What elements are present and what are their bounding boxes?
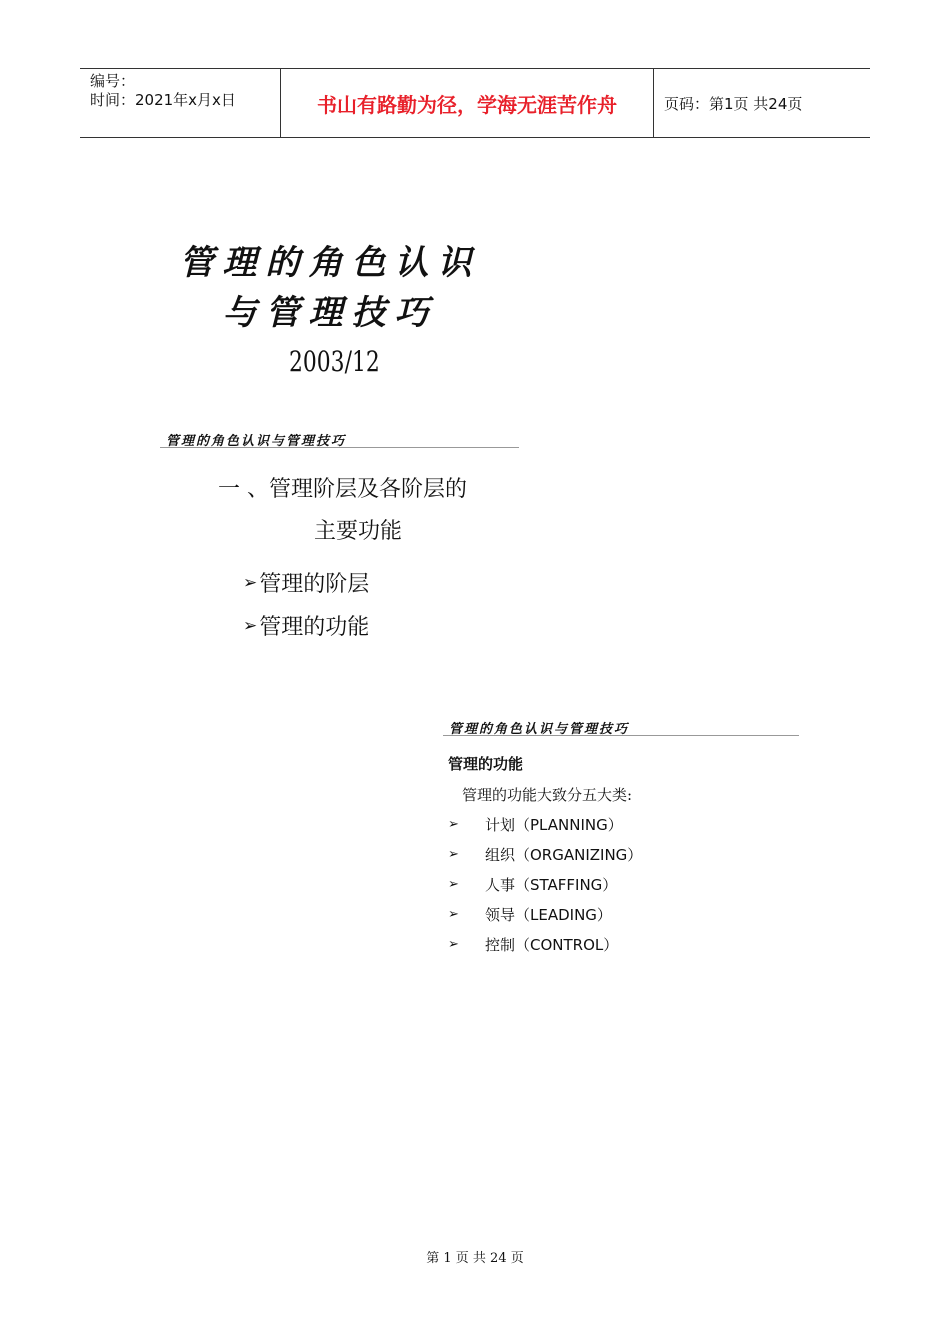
document-header-table: [80, 68, 870, 138]
slide2-item-label: 领导（LEADING）: [485, 906, 612, 924]
slide2-item-label: 控制（CONTROL）: [485, 936, 619, 954]
arrow-bullet-icon: ➢: [448, 937, 459, 952]
slide1-bullet-label: 管理的功能: [259, 615, 370, 640]
header-meta-cell: [80, 69, 281, 137]
slide1-bullet-item: [243, 567, 369, 598]
slide2-list-item: [448, 844, 642, 865]
cover-title-line2: 与管理技巧: [222, 293, 438, 333]
slide1-header: 管理的角色认识与管理技巧: [160, 430, 519, 448]
header-motto: 书山有路勤为径，学海无涯苦作舟: [281, 69, 654, 137]
slide2-title: 管理的功能: [448, 755, 524, 773]
arrow-bullet-icon: ➢: [448, 907, 459, 922]
slide2-item-label: 计划（PLANNING）: [485, 816, 623, 834]
cover-date: 2003/12: [289, 345, 380, 378]
cover-title-line1: 管理的角色认识: [179, 243, 481, 283]
slide2-list-item: [448, 874, 617, 895]
slide2-item-label: 组织（ORGANIZING）: [485, 846, 643, 864]
slide1-bullet-label: 管理的阶层: [259, 572, 370, 597]
slide2-header: 管理的角色认识与管理技巧: [443, 718, 799, 736]
page-footer: 第 1 页 共 24 页: [426, 1251, 524, 1266]
number-label: 编号：: [90, 72, 136, 90]
slide1-heading-line1: 一 、管理阶层及各阶层的: [218, 477, 467, 502]
slide2-list-item: [448, 934, 618, 955]
arrow-bullet-icon: ➢: [448, 847, 459, 862]
time-label: 时间：2021年x月x日: [90, 91, 236, 109]
slide1-heading-line2: 主要功能: [314, 519, 403, 544]
slide2-intro: 管理的功能大致分五大类:: [462, 786, 633, 804]
slide1-bullet-item: [243, 610, 369, 641]
header-page-info: 页码：第1页 共24页: [664, 94, 803, 113]
slide2-item-label: 人事（STAFFING）: [485, 876, 618, 894]
slide2-list-item: [448, 814, 623, 835]
arrow-bullet-icon: ➢: [243, 615, 258, 636]
slide2-list-item: [448, 904, 612, 925]
arrow-bullet-icon: ➢: [448, 877, 459, 892]
arrow-bullet-icon: ➢: [448, 817, 459, 832]
arrow-bullet-icon: ➢: [243, 572, 258, 593]
